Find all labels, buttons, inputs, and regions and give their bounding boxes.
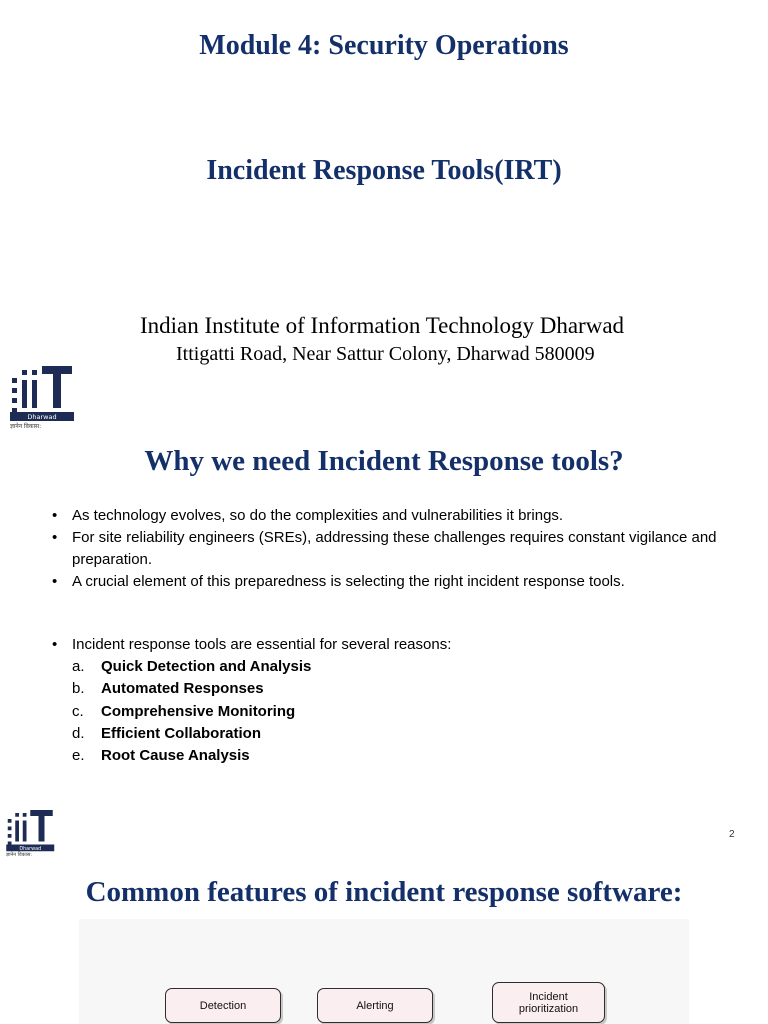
reasons-intro-list [52, 634, 752, 656]
flow-box-alerting: Alerting [317, 988, 433, 1023]
bullet-icon: • [52, 636, 58, 653]
features-diagram [79, 919, 689, 1024]
logo-motto: ज्ञानेन विकास: [10, 423, 42, 430]
bullet-list [52, 505, 752, 593]
list-item: • For site reliability engineers (SREs), addressing these challenges requires constant vigilance and preparation. [52, 529, 717, 568]
list-item: d. Efficient Collaboration [72, 724, 262, 742]
institute-address: Ittigatti Road, Near Sattur Colony, Dharwad 580009 [176, 343, 595, 365]
reasons-list [72, 656, 311, 767]
list-item: c. Comprehensive Monitoring [72, 702, 296, 720]
topic-title: Incident Response Tools(IRT) [206, 155, 562, 186]
logo-place: Dharwad [27, 413, 57, 421]
iiit-dharwad-logo [6, 810, 56, 858]
list-item: • A crucial element of this preparedness is selecting the right incident response tools. [52, 571, 752, 593]
list-item: b. Automated Responses [72, 680, 264, 698]
institute-name: Indian Institute of Information Technology Dharwad [140, 313, 625, 338]
slide3-heading: Common features of incident response software: [85, 876, 683, 908]
logo-place: Dharwad [19, 845, 42, 852]
module-title: Module 4: Security Operations [199, 30, 569, 61]
bullet-icon: • [52, 529, 58, 546]
bullet-icon: • [52, 507, 58, 524]
iiit-logo-icon [10, 366, 76, 422]
iiit-logo-icon [6, 810, 56, 852]
flow-box-incident-prioritization: Incident prioritization [492, 982, 605, 1023]
slide2-heading: Why we need Incident Response tools? [144, 445, 624, 477]
logo-motto: ज्ञानेन विकास: [6, 852, 32, 858]
list-item: e. Root Cause Analysis [72, 747, 250, 765]
list-item: a. Quick Detection and Analysis [72, 658, 312, 675]
iiit-dharwad-logo [10, 366, 76, 430]
flow-box-detection: Detection [165, 988, 281, 1023]
list-item: • As technology evolves, so do the complexities and vulnerabilities it brings. [52, 505, 752, 527]
page-number: 2 [729, 829, 735, 840]
list-item: • Incident response tools are essential for several reasons: [52, 634, 752, 656]
bullet-icon: • [52, 573, 58, 590]
